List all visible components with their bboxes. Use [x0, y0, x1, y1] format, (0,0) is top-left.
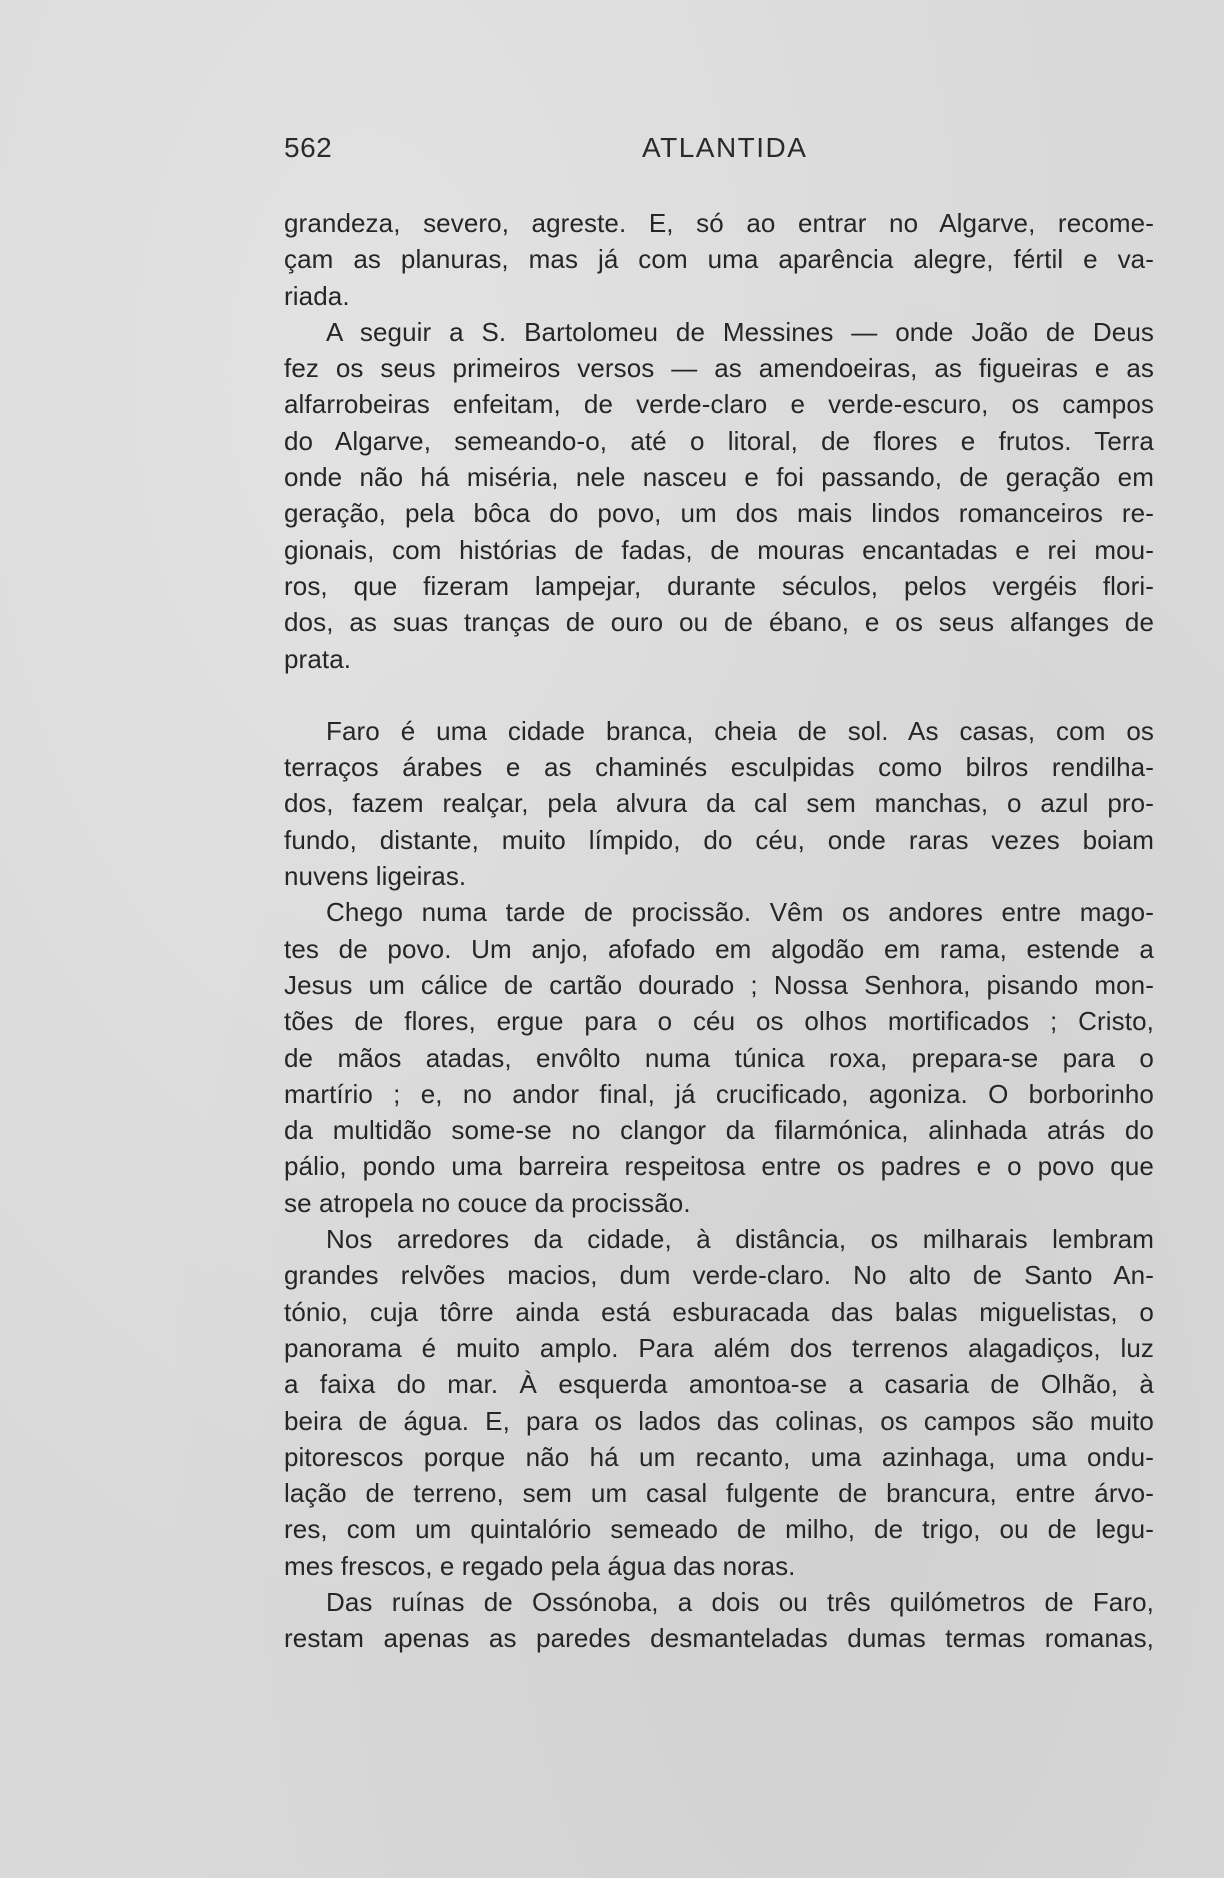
journal-title: ATLANTIDA	[642, 132, 808, 163]
text-line: mes frescos, e regado pela água das noras.	[284, 1550, 796, 1581]
text-line: geração, pela bôca do povo, um dos mais lindos romanceiros re-	[284, 498, 1154, 529]
text-line: gionais, com histórias de fadas, de mouras encantadas e rei mou-	[284, 534, 1154, 565]
text-line: grandeza, severo, agreste. E, só ao entrar no Algarve, recome-	[284, 208, 1154, 238]
text-line: a faixa do mar. À esquerda amontoa-se a casaria de Olhão, à	[284, 1369, 1154, 1400]
text-line: pálio, pondo uma barreira respeitosa entre os padres e o povo que	[284, 1151, 1154, 1182]
text-line: terraços árabes e as chaminés esculpidas como bilros rendilha-	[284, 752, 1154, 783]
page-number: 562	[284, 132, 333, 163]
text-line: çam as planuras, mas já com uma aparência alegre, fértil e va-	[284, 244, 1154, 275]
text-line: dos, as suas tranças de ouro ou de ébano, e os seus alfanges de	[284, 607, 1154, 638]
text-line: se atropela no couce da procissão.	[284, 1187, 691, 1218]
text-line: de mãos atadas, envôlto numa túnica roxa, prepara-se para o	[284, 1042, 1154, 1073]
text-line: Nos arredores da cidade, à distância, os milharais lembram	[326, 1224, 1154, 1255]
running-head	[284, 128, 1154, 168]
text-line: lação de terreno, sem um casal fulgente de brancura, entre árvo-	[284, 1478, 1154, 1509]
body-text	[284, 205, 1154, 1657]
text-line: restam apenas as paredes desmanteladas dumas termas romanas,	[284, 1623, 1154, 1654]
text-line: tónio, cuja tôrre ainda está esburacada das balas miguelistas, o	[284, 1296, 1154, 1327]
text-line: alfarrobeiras enfeitam, de verde-claro e verde-escuro, os campos	[284, 389, 1154, 420]
text-line: Faro é uma cidade branca, cheia de sol. As casas, com os	[326, 715, 1154, 746]
text-line: ros, que fizeram lampejar, durante séculos, pelos vergéis flori-	[284, 570, 1154, 601]
text-line: fez os seus primeiros versos — as amendoeiras, as figueiras e as	[284, 353, 1154, 384]
text-line: A seguir a S. Bartolomeu de Messines — onde João de Deus	[326, 316, 1154, 347]
text-line: Chego numa tarde de procissão. Vêm os andores entre mago-	[326, 897, 1154, 928]
text-line: do Algarve, semeando-o, até o litoral, de flores e frutos. Terra	[284, 425, 1154, 456]
text-line: tes de povo. Um anjo, afofado em algodão em rama, estende a	[284, 933, 1154, 964]
text-line: Das ruínas de Ossónoba, a dois ou três quilómetros de Faro,	[326, 1586, 1154, 1617]
text-line: grandes relvões macios, dum verde-claro. No alto de Santo An-	[284, 1260, 1154, 1291]
text-line: tões de flores, ergue para o céu os olhos mortificados ; Cristo,	[284, 1006, 1154, 1037]
text-line: Jesus um cálice de cartão dourado ; Nossa Senhora, pisando mon-	[284, 969, 1154, 1000]
text-line: res, com um quintalório semeado de milho, de trigo, ou de legu-	[284, 1514, 1154, 1545]
text-line: martírio ; e, no andor final, já crucificado, agoniza. O borborinho	[284, 1078, 1154, 1109]
text-line: pitorescos porque não há um recanto, uma azinhaga, uma ondu-	[284, 1441, 1154, 1472]
text-line: dos, fazem realçar, pela alvura da cal sem manchas, o azul pro-	[284, 788, 1154, 819]
text-line: nuvens ligeiras.	[284, 861, 467, 892]
text-line: fundo, distante, muito límpido, do céu, onde raras vezes boiam	[284, 824, 1154, 855]
text-line: da multidão some-se no clangor da filarmónica, alinhada atrás do	[284, 1115, 1154, 1146]
text-line: beira de água. E, para os lados das colinas, os campos são muito	[284, 1405, 1154, 1436]
paragraph-gap	[284, 677, 1154, 713]
text-line: panorama é muito amplo. Para além dos terrenos alagadiços, luz	[284, 1332, 1154, 1363]
text-line: riada.	[284, 280, 350, 311]
text-line: prata.	[284, 643, 352, 674]
text-line: onde não há miséria, nele nasceu e foi passando, de geração em	[284, 462, 1154, 493]
